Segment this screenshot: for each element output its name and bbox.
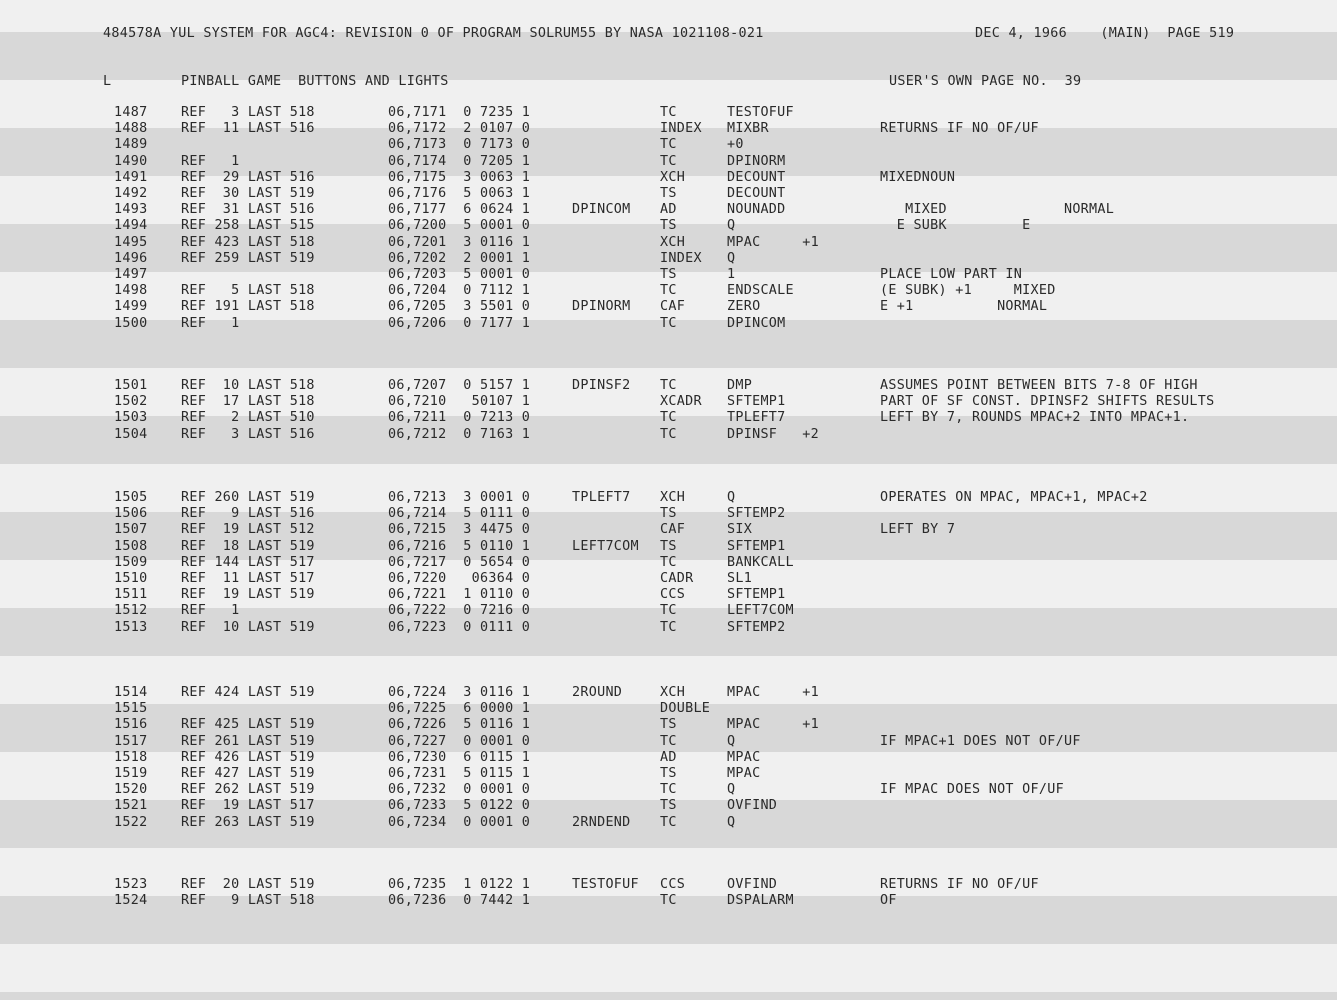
opcode: XCH: [660, 170, 686, 185]
line-number: 1522: [114, 815, 148, 830]
listing-line: [0, 717, 1337, 733]
address-code: 06,7225 6 0000 1: [388, 701, 531, 716]
reference: REF 9 LAST 516: [181, 506, 315, 521]
line-number: 1510: [114, 571, 148, 586]
operand: MIXBR: [727, 121, 769, 136]
symbol-label: DPINSF2: [572, 378, 631, 393]
opcode: TS: [660, 218, 677, 233]
operand: Q: [727, 782, 736, 797]
opcode: TC: [660, 555, 677, 570]
listing-line: [0, 815, 1337, 831]
operand: Q: [727, 218, 736, 233]
address-code: 06,7173 0 7173 0: [388, 137, 531, 152]
address-code: 06,7200 5 0001 0: [388, 218, 531, 233]
listing-line: [0, 490, 1337, 506]
address-code: 06,7235 1 0122 1: [388, 877, 531, 892]
opcode: TC: [660, 137, 677, 152]
reference: REF 423 LAST 518: [181, 235, 315, 250]
reference: REF 260 LAST 519: [181, 490, 315, 505]
reference: REF 19 LAST 517: [181, 798, 315, 813]
listing-line: [0, 267, 1337, 283]
opcode: TC: [660, 410, 677, 425]
operand: MPAC: [727, 750, 761, 765]
address-code: 06,7231 5 0115 1: [388, 766, 531, 781]
address-code: 06,7205 3 5501 0: [388, 299, 531, 314]
reference: REF 20 LAST 519: [181, 877, 315, 892]
operand: DECOUNT: [727, 186, 786, 201]
line-number: 1523: [114, 877, 148, 892]
operand: SL1: [727, 571, 753, 586]
address-code: 06,7216 5 0110 1: [388, 539, 531, 554]
operand: NOUNADD: [727, 202, 786, 217]
line-number: 1492: [114, 186, 148, 201]
symbol-label: 2ROUND: [572, 685, 623, 700]
opcode: CADR: [660, 571, 694, 586]
listing-line: [0, 555, 1337, 571]
listing-line: [0, 506, 1337, 522]
opcode: AD: [660, 750, 677, 765]
address-code: 06,7202 2 0001 1: [388, 251, 531, 266]
opcode: TS: [660, 506, 677, 521]
reference: REF 9 LAST 518: [181, 893, 315, 908]
symbol-label: LEFT7COM: [572, 539, 639, 554]
address-code: 06,7221 1 0110 0: [388, 587, 531, 602]
line-number: 1512: [114, 603, 148, 618]
line-number: 1498: [114, 283, 148, 298]
reference: REF 17 LAST 518: [181, 394, 315, 409]
operand: +0: [727, 137, 744, 152]
address-code: 06,7217 0 5654 0: [388, 555, 531, 570]
listing-line: [0, 299, 1337, 315]
address-code: 06,7175 3 0063 1: [388, 170, 531, 185]
line-number: 1524: [114, 893, 148, 908]
comment: MIXEDNOUN: [880, 170, 956, 185]
operand: ZERO: [727, 299, 761, 314]
listing-line: [0, 186, 1337, 202]
reference: REF 19 LAST 512: [181, 522, 315, 537]
operand: DPINCOM: [727, 316, 786, 331]
operand: SFTEMP1: [727, 394, 786, 409]
operand: DPINORM: [727, 154, 786, 169]
reference: REF 425 LAST 519: [181, 717, 315, 732]
reference: REF 10 LAST 519: [181, 620, 315, 635]
opcode: TS: [660, 717, 677, 732]
operand: 1: [727, 267, 736, 282]
address-code: 06,7206 0 7177 1: [388, 316, 531, 331]
opcode: TS: [660, 267, 677, 282]
address-code: 06,7222 0 7216 0: [388, 603, 531, 618]
listing-line: [0, 202, 1337, 218]
address-code: 06,7212 0 7163 1: [388, 427, 531, 442]
address-code: 06,7211 0 7213 0: [388, 410, 531, 425]
line-number: 1500: [114, 316, 148, 331]
listing-line: [0, 427, 1337, 443]
line-number: 1502: [114, 394, 148, 409]
line-number: 1518: [114, 750, 148, 765]
operand: DSPALARM: [727, 893, 794, 908]
operand: Q: [727, 490, 736, 505]
operand: SIX: [727, 522, 753, 537]
symbol-label: 2RNDEND: [572, 815, 631, 830]
operand: Q: [727, 734, 736, 749]
listing-line: [0, 283, 1337, 299]
listing-line: [0, 170, 1337, 186]
line-number: 1517: [114, 734, 148, 749]
line-number: 1511: [114, 587, 148, 602]
line-number: 1504: [114, 427, 148, 442]
listing-line: [0, 877, 1337, 893]
line-number: 1520: [114, 782, 148, 797]
opcode: TC: [660, 154, 677, 169]
operand: TPLEFT7: [727, 410, 786, 425]
address-code: 06,7213 3 0001 0: [388, 490, 531, 505]
opcode: CCS: [660, 587, 686, 602]
comment: RETURNS IF NO OF/UF: [880, 877, 1039, 892]
opcode: TC: [660, 378, 677, 393]
address-code: 06,7210 50107 1: [388, 394, 531, 409]
opcode: XCH: [660, 685, 686, 700]
listing-line: [0, 701, 1337, 717]
listing-line: [0, 316, 1337, 332]
address-code: 06,7177 6 0624 1: [388, 202, 531, 217]
reference: REF 10 LAST 518: [181, 378, 315, 393]
address-code: 06,7203 5 0001 0: [388, 267, 531, 282]
reference: REF 5 LAST 518: [181, 283, 315, 298]
listing-line: [0, 734, 1337, 750]
line-number: 1514: [114, 685, 148, 700]
reference: REF 191 LAST 518: [181, 299, 315, 314]
listing-line: [0, 603, 1337, 619]
address-code: 06,7171 0 7235 1: [388, 105, 531, 120]
listing-line: [0, 410, 1337, 426]
reference: REF 261 LAST 519: [181, 734, 315, 749]
reference: REF 3 LAST 518: [181, 105, 315, 120]
line-number: 1493: [114, 202, 148, 217]
page-header: [0, 26, 1337, 42]
address-code: 06,7220 06364 0: [388, 571, 531, 586]
listing-line: [0, 251, 1337, 267]
line-number: 1491: [114, 170, 148, 185]
listing-line: [0, 587, 1337, 603]
listing-line: [0, 394, 1337, 410]
date-and-page: DEC 4, 1966 (MAIN) PAGE 519: [975, 26, 1235, 41]
comment: IF MPAC+1 DOES NOT OF/UF: [880, 734, 1081, 749]
operand: Q: [727, 251, 736, 266]
opcode: TC: [660, 620, 677, 635]
opcode: TS: [660, 539, 677, 554]
listing-line: [0, 782, 1337, 798]
address-code: 06,7176 5 0063 1: [388, 186, 531, 201]
listing-line: [0, 378, 1337, 394]
listing-line: [0, 235, 1337, 251]
line-number: 1487: [114, 105, 148, 120]
line-number: 1513: [114, 620, 148, 635]
comment: PART OF SF CONST. DPINSF2 SHIFTS RESULTS: [880, 394, 1215, 409]
opcode: XCH: [660, 490, 686, 505]
reference: REF 259 LAST 519: [181, 251, 315, 266]
listing-line: [0, 154, 1337, 170]
address-code: 06,7204 0 7112 1: [388, 283, 531, 298]
comment: OPERATES ON MPAC, MPAC+1, MPAC+2: [880, 490, 1148, 505]
opcode: TC: [660, 893, 677, 908]
listing-title: 484578A YUL SYSTEM FOR AGC4: REVISION 0 OF PROGRAM SOLRUM55 BY NASA 1021108-021: [103, 26, 764, 41]
opcode: TS: [660, 186, 677, 201]
opcode: DOUBLE: [660, 701, 711, 716]
comment: MIXED NORMAL: [880, 202, 1115, 217]
symbol-label: TESTOFUF: [572, 877, 639, 892]
opcode: XCH: [660, 235, 686, 250]
opcode: TC: [660, 734, 677, 749]
opcode: AD: [660, 202, 677, 217]
line-number: 1509: [114, 555, 148, 570]
line-number: 1499: [114, 299, 148, 314]
operand: SFTEMP2: [727, 506, 786, 521]
address-code: 06,7215 3 4475 0: [388, 522, 531, 537]
section-header: [0, 74, 1337, 90]
line-number: 1495: [114, 235, 148, 250]
symbol-label: DPINCOM: [572, 202, 631, 217]
comment: E SUBK E: [880, 218, 1031, 233]
listing-line: [0, 522, 1337, 538]
address-code: 06,7234 0 0001 0: [388, 815, 531, 830]
comment: OF: [880, 893, 897, 908]
symbol-label: DPINORM: [572, 299, 631, 314]
reference: REF 262 LAST 519: [181, 782, 315, 797]
line-number: 1501: [114, 378, 148, 393]
line-number: 1494: [114, 218, 148, 233]
operand: SFTEMP2: [727, 620, 786, 635]
reference: REF 1: [181, 316, 240, 331]
operand: MPAC +1: [727, 717, 819, 732]
line-number: 1506: [114, 506, 148, 521]
comment: LEFT BY 7, ROUNDS MPAC+2 INTO MPAC+1.: [880, 410, 1190, 425]
opcode: TC: [660, 815, 677, 830]
reference: REF 31 LAST 516: [181, 202, 315, 217]
reference: REF 424 LAST 519: [181, 685, 315, 700]
opcode: TS: [660, 798, 677, 813]
listing-line: [0, 218, 1337, 234]
opcode: TC: [660, 283, 677, 298]
operand: MPAC +1: [727, 685, 819, 700]
line-number: 1503: [114, 410, 148, 425]
operand: LEFT7COM: [727, 603, 794, 618]
opcode: TC: [660, 427, 677, 442]
address-code: 06,7223 0 0111 0: [388, 620, 531, 635]
operand: DECOUNT: [727, 170, 786, 185]
user-page-number: USER'S OWN PAGE NO. 39: [889, 74, 1082, 89]
opcode: TC: [660, 105, 677, 120]
opcode: CAF: [660, 522, 686, 537]
comment: LEFT BY 7: [880, 522, 956, 537]
line-number: 1507: [114, 522, 148, 537]
operand: OVFIND: [727, 877, 778, 892]
reference: REF 427 LAST 519: [181, 766, 315, 781]
address-code: 06,7207 0 5157 1: [388, 378, 531, 393]
comment: E +1 NORMAL: [880, 299, 1048, 314]
reference: REF 1: [181, 603, 240, 618]
reference: REF 19 LAST 519: [181, 587, 315, 602]
reference: REF 144 LAST 517: [181, 555, 315, 570]
operand: TESTOFUF: [727, 105, 794, 120]
listing-line: [0, 893, 1337, 909]
section-title: PINBALL GAME BUTTONS AND LIGHTS: [181, 74, 449, 89]
line-number: 1519: [114, 766, 148, 781]
address-code: 06,7233 5 0122 0: [388, 798, 531, 813]
line-number: 1515: [114, 701, 148, 716]
opcode: TC: [660, 782, 677, 797]
opcode: TS: [660, 766, 677, 781]
reference: REF 29 LAST 516: [181, 170, 315, 185]
operand: MPAC +1: [727, 235, 819, 250]
reference: REF 3 LAST 516: [181, 427, 315, 442]
opcode: INDEX: [660, 251, 702, 266]
opcode: INDEX: [660, 121, 702, 136]
operand: DMP: [727, 378, 753, 393]
listing-line: [0, 766, 1337, 782]
address-code: 06,7224 3 0116 1: [388, 685, 531, 700]
operand: MPAC: [727, 766, 761, 781]
comment: PLACE LOW PART IN: [880, 267, 1023, 282]
line-number: 1490: [114, 154, 148, 169]
address-code: 06,7230 6 0115 1: [388, 750, 531, 765]
section-marker: L: [103, 74, 112, 89]
reference: REF 30 LAST 519: [181, 186, 315, 201]
opcode: TC: [660, 316, 677, 331]
address-code: 06,7232 0 0001 0: [388, 782, 531, 797]
line-number: 1497: [114, 267, 148, 282]
line-number: 1508: [114, 539, 148, 554]
listing-line: [0, 571, 1337, 587]
line-number: 1488: [114, 121, 148, 136]
line-number: 1505: [114, 490, 148, 505]
reference: REF 2 LAST 510: [181, 410, 315, 425]
symbol-label: TPLEFT7: [572, 490, 631, 505]
operand: ENDSCALE: [727, 283, 794, 298]
reference: REF 1: [181, 154, 240, 169]
listing-line: [0, 121, 1337, 137]
address-code: 06,7172 2 0107 0: [388, 121, 531, 136]
comment: (E SUBK) +1 MIXED: [880, 283, 1056, 298]
listing-line: [0, 798, 1337, 814]
address-code: 06,7201 3 0116 1: [388, 235, 531, 250]
opcode: XCADR: [660, 394, 702, 409]
opcode: CCS: [660, 877, 686, 892]
line-number: 1516: [114, 717, 148, 732]
operand: OVFIND: [727, 798, 778, 813]
operand: DPINSF +2: [727, 427, 819, 442]
reference: REF 263 LAST 519: [181, 815, 315, 830]
address-code: 06,7227 0 0001 0: [388, 734, 531, 749]
address-code: 06,7236 0 7442 1: [388, 893, 531, 908]
reference: REF 426 LAST 519: [181, 750, 315, 765]
reference: REF 18 LAST 519: [181, 539, 315, 554]
comment: RETURNS IF NO OF/UF: [880, 121, 1039, 136]
opcode: TC: [660, 603, 677, 618]
comment: IF MPAC DOES NOT OF/UF: [880, 782, 1064, 797]
address-code: 06,7226 5 0116 1: [388, 717, 531, 732]
operand: SFTEMP1: [727, 587, 786, 602]
address-code: 06,7214 5 0111 0: [388, 506, 531, 521]
reference: REF 11 LAST 516: [181, 121, 315, 136]
listing-line: [0, 105, 1337, 121]
reference: REF 258 LAST 515: [181, 218, 315, 233]
line-number: 1489: [114, 137, 148, 152]
opcode: CAF: [660, 299, 686, 314]
listing-line: [0, 685, 1337, 701]
listing-line: [0, 620, 1337, 636]
reference: REF 11 LAST 517: [181, 571, 315, 586]
operand: BANKCALL: [727, 555, 794, 570]
address-code: 06,7174 0 7205 1: [388, 154, 531, 169]
line-number: 1521: [114, 798, 148, 813]
listing-line: [0, 137, 1337, 153]
operand: Q: [727, 815, 736, 830]
comment: ASSUMES POINT BETWEEN BITS 7-8 OF HIGH: [880, 378, 1198, 393]
listing-line: [0, 750, 1337, 766]
line-number: 1496: [114, 251, 148, 266]
listing-line: [0, 539, 1337, 555]
operand: SFTEMP1: [727, 539, 786, 554]
